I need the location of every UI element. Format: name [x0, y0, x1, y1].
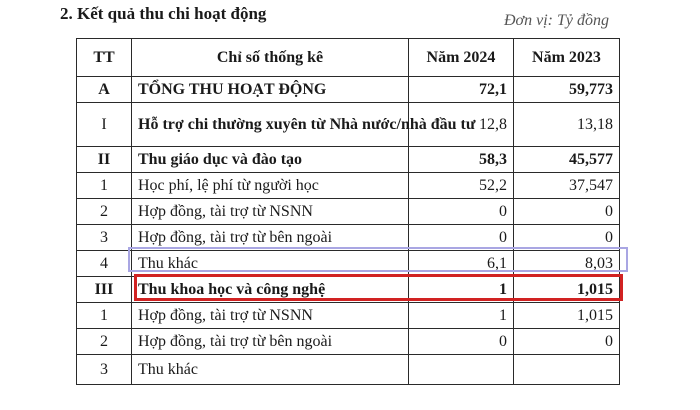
table-row	[77, 199, 620, 225]
row-index: 3	[77, 225, 132, 251]
value-2024: 6,1	[409, 251, 514, 277]
value-2024: 0	[409, 329, 514, 355]
row-index: II	[77, 147, 132, 173]
row-label: Thu khác	[132, 251, 409, 277]
value-2023: 13,18	[514, 103, 620, 147]
row-label: Hợp đồng, tài trợ từ bên ngoài	[132, 225, 409, 251]
table-row	[77, 277, 620, 303]
row-index: III	[77, 277, 132, 303]
row-label: Học phí, lệ phí từ người học	[132, 173, 409, 199]
value-2024	[409, 355, 514, 385]
row-index: 1	[77, 173, 132, 199]
row-index: A	[77, 77, 132, 103]
row-index: 2	[77, 199, 132, 225]
value-2024: 1	[409, 277, 514, 303]
table-header-row	[77, 39, 620, 77]
row-index: 3	[77, 355, 132, 385]
table-row	[77, 303, 620, 329]
value-2023: 1,015	[514, 277, 620, 303]
value-2024: 1	[409, 303, 514, 329]
value-2023: 0	[514, 329, 620, 355]
value-2024: 12,8	[409, 103, 514, 147]
row-label: Thu khác	[132, 355, 409, 385]
value-2024: 0	[409, 199, 514, 225]
revenue-table	[76, 38, 620, 385]
value-2024: 72,1	[409, 77, 514, 103]
value-2023: 59,773	[514, 77, 620, 103]
table-row	[77, 251, 620, 277]
value-2023: 0	[514, 199, 620, 225]
row-index: I	[77, 103, 132, 147]
table-row	[77, 103, 620, 147]
value-2024: 52,2	[409, 173, 514, 199]
value-2024: 0	[409, 225, 514, 251]
row-label: Hợp đồng, tài trợ từ NSNN	[132, 303, 409, 329]
row-label: Thu giáo dục và đào tạo	[132, 147, 409, 173]
row-label: TỔNG THU HOẠT ĐỘNG	[132, 77, 409, 103]
row-index: 1	[77, 303, 132, 329]
table-row	[77, 225, 620, 251]
table-row	[77, 147, 620, 173]
value-2023: 37,547	[514, 173, 620, 199]
unit-note: Đơn vị: Tỷ đồng	[504, 12, 609, 29]
header-indicator: Chỉ số thống kê	[132, 39, 409, 77]
table-row	[77, 173, 620, 199]
row-label: Hợp đồng, tài trợ từ NSNN	[132, 199, 409, 225]
table-row	[77, 329, 620, 355]
value-2023: 45,577	[514, 147, 620, 173]
row-index: 2	[77, 329, 132, 355]
header-year-2023: Năm 2023	[514, 39, 620, 77]
row-label: Hợp đồng, tài trợ từ bên ngoài	[132, 329, 409, 355]
value-2023: 0	[514, 225, 620, 251]
header-year-2024: Năm 2024	[409, 39, 514, 77]
header-tt: TT	[77, 39, 132, 77]
row-label: Hỗ trợ chi thường xuyên từ Nhà nước/nhà đầu tư	[132, 103, 409, 147]
table-row	[77, 355, 620, 385]
value-2023: 1,015	[514, 303, 620, 329]
value-2024: 58,3	[409, 147, 514, 173]
row-label: Thu khoa học và công nghệ	[132, 277, 409, 303]
value-2023	[514, 355, 620, 385]
section-heading: 2. Kết quả thu chi hoạt động	[60, 4, 267, 23]
value-2023: 8,03	[514, 251, 620, 277]
table-row	[77, 77, 620, 103]
row-index: 4	[77, 251, 132, 277]
